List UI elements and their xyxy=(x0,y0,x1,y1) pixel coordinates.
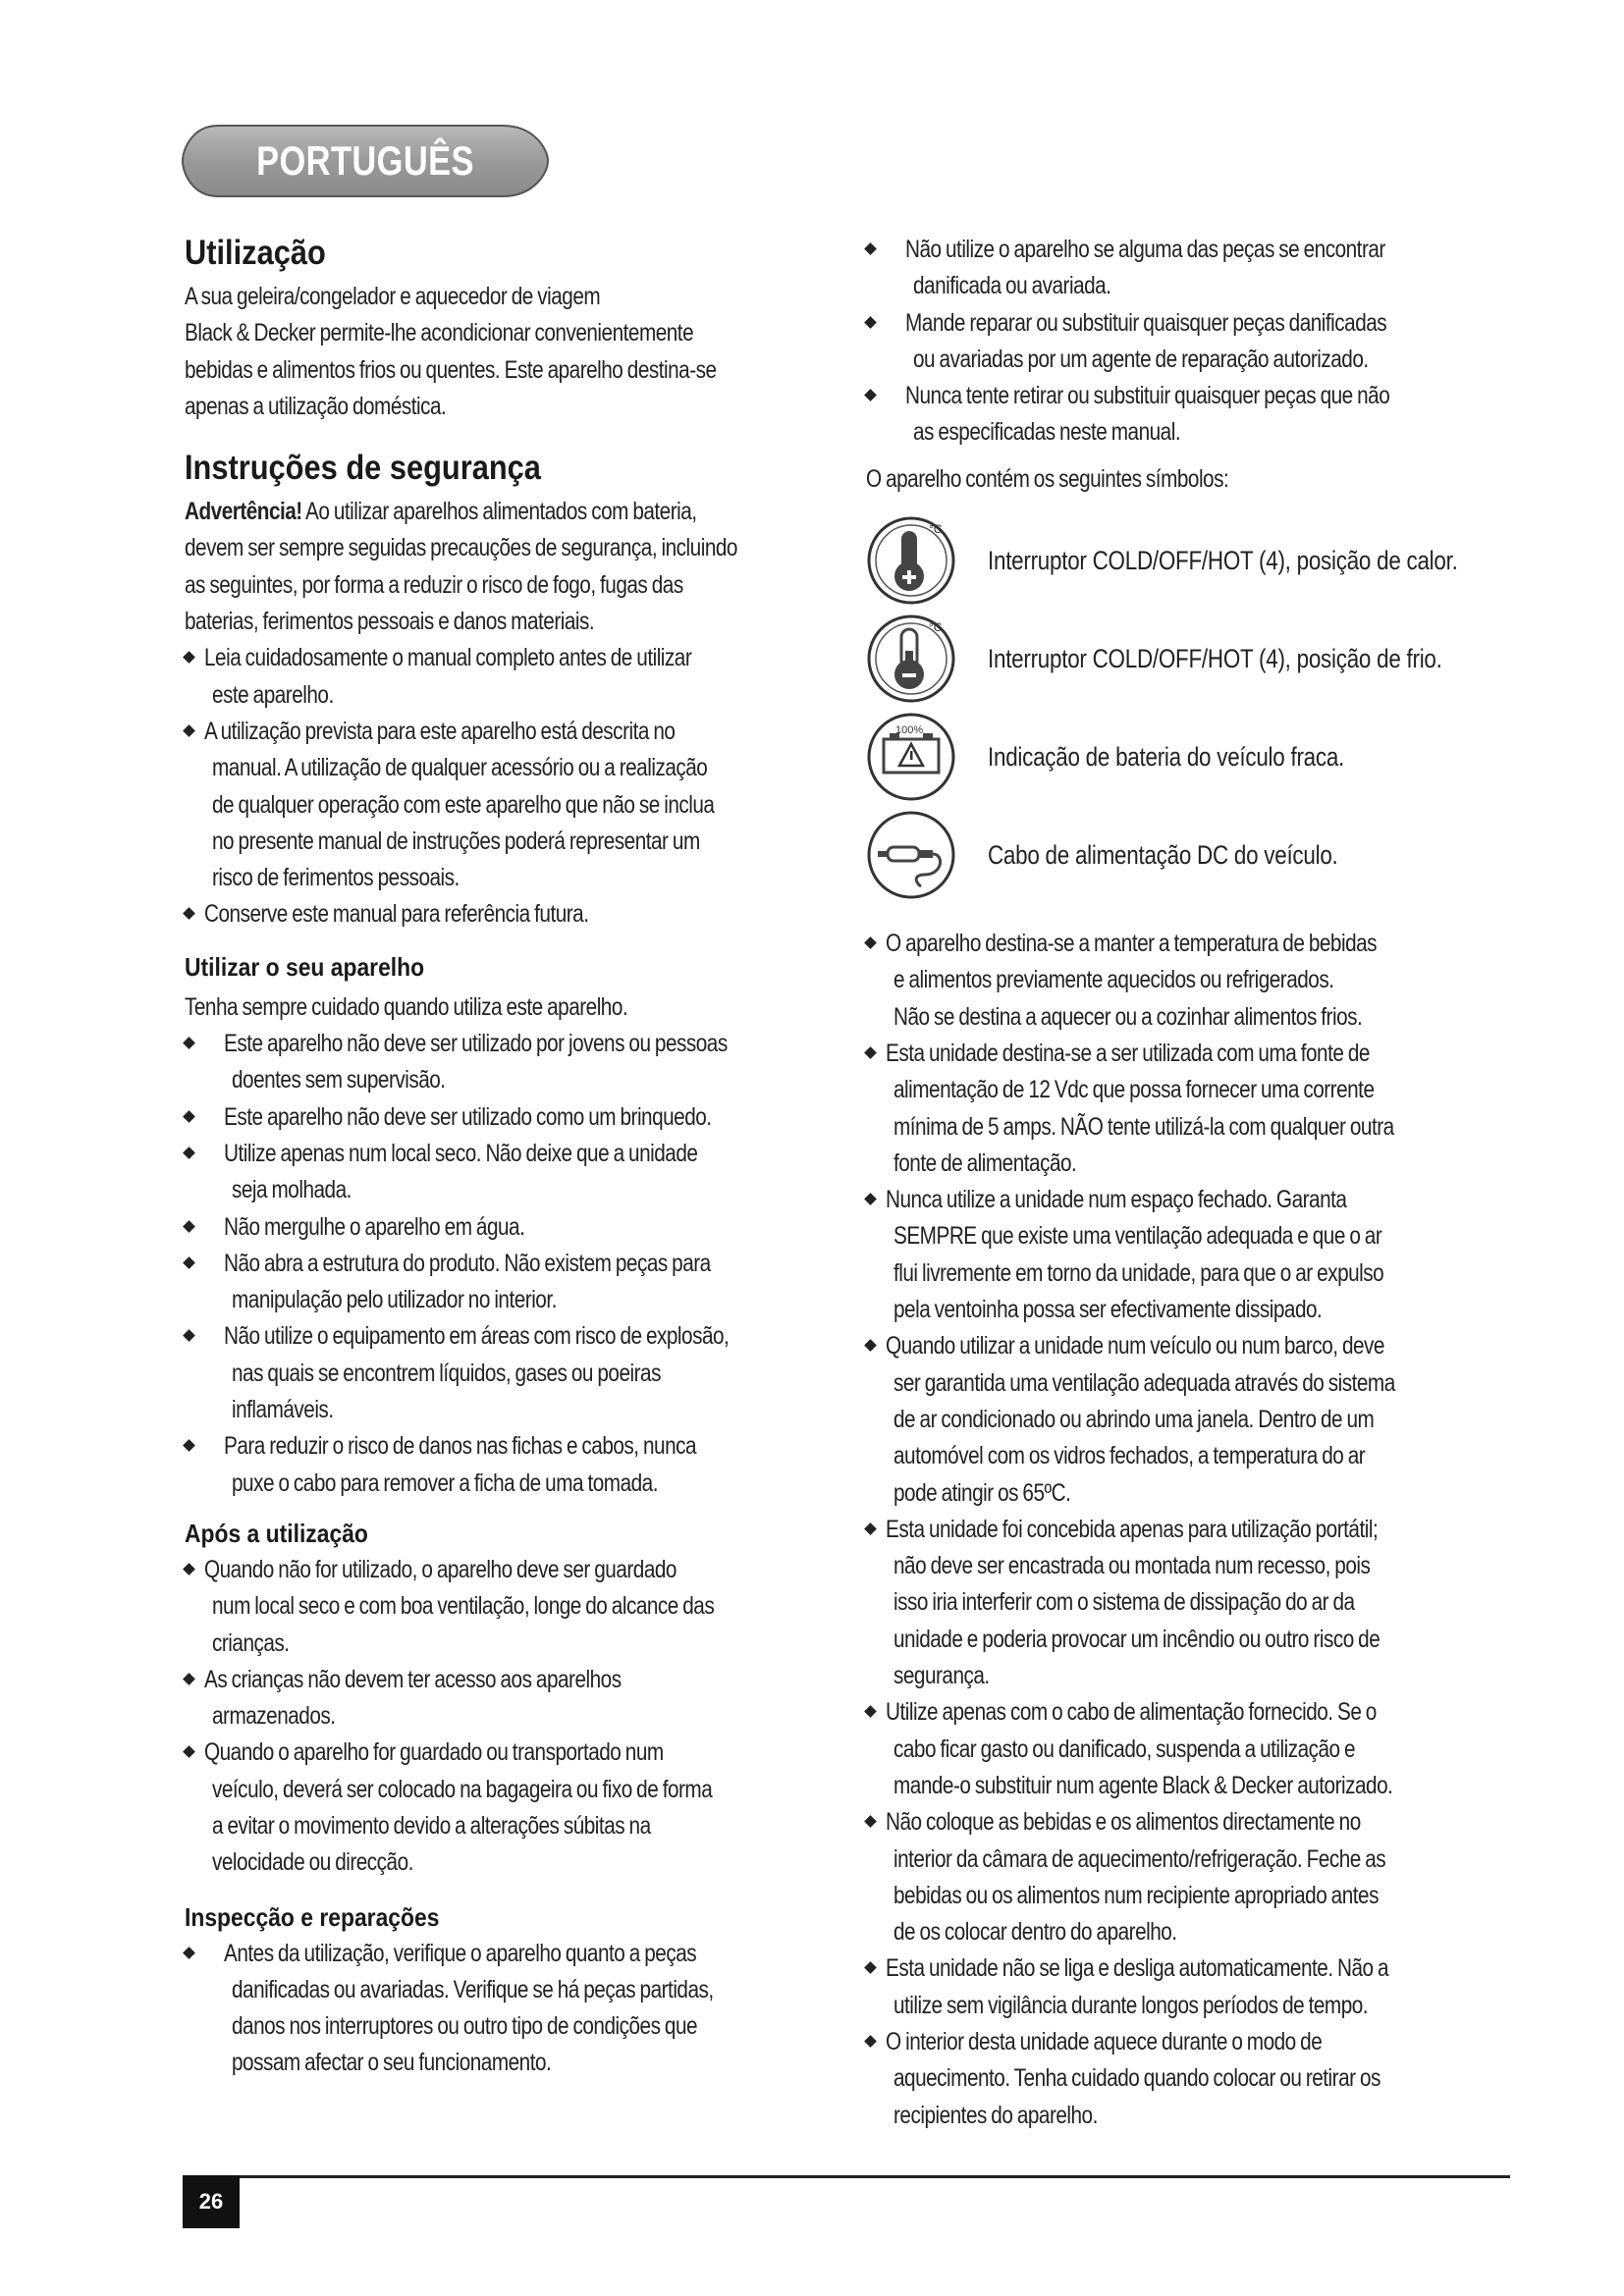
bullet-line: Quando utilizar a unidade num veículo ou num barco, deve xyxy=(886,1332,1384,1361)
language-tab xyxy=(179,120,552,202)
bullet-line: SEMPRE que existe uma ventilação adequada e que o ar xyxy=(893,1222,1382,1251)
bullet-line: automóvel com os vidros fechados, a temperatura do ar xyxy=(893,1442,1366,1470)
bullet-line: A utilização prevista para este aparelho está descrita no xyxy=(204,717,676,745)
bullet-line: Não coloque as bebidas e os alimentos directamente no xyxy=(886,1808,1361,1837)
bullet-text xyxy=(866,232,1522,305)
bullet-line: O interior desta unidade aquece durante o modo de xyxy=(886,2027,1323,2056)
usage-bullet-list xyxy=(866,926,1522,2134)
bullet-item xyxy=(185,714,833,896)
bullet-line: Este aparelho não deve ser utilizado por jovens ou pessoas xyxy=(224,1030,728,1058)
bullet-line: pela ventoinha possa ser efectivamente dissipado. xyxy=(893,1296,1323,1324)
section-title-apos: Após a utilização xyxy=(185,1518,368,1548)
repair-bullet-list xyxy=(866,232,1522,452)
utilizacao-paragraph xyxy=(185,279,833,425)
bullet-text xyxy=(185,1428,833,1502)
bullet-line: Utilize apenas num local seco. Não deixe que a unidade xyxy=(224,1139,698,1167)
bullet-text xyxy=(185,1318,833,1428)
symbol-text: Interruptor COLD/OFF/HOT (4), posição de calor. xyxy=(988,546,1458,576)
bullet-text xyxy=(185,640,833,714)
text-line: Tenha sempre cuidado quando utiliza este aparelho. xyxy=(185,992,628,1021)
bullet-line: Este aparelho não deve ser utilizado como um brinquedo. xyxy=(224,1102,712,1131)
bullet-item xyxy=(866,378,1522,452)
bullet-line: utilize sem vigilância durante longos períodos de tempo. xyxy=(893,1991,1369,2019)
bullet-line: num local seco e com boa ventilação, longe do alcance das xyxy=(212,1592,715,1621)
section-title-utilizacao: Utilização xyxy=(185,234,326,272)
bullet-line: a evitar o movimento devido a alterações súbitas na xyxy=(212,1811,651,1840)
section-title-inspeccao: Inspecção e reparações xyxy=(185,1901,440,1932)
bullet-item xyxy=(866,926,1522,1036)
bullet-line: aquecimento. Tenha cuidado quando colocar ou retirar os xyxy=(893,2064,1380,2093)
bullet-line: Nunca tente retirar ou substituir quaisquer peças que não xyxy=(905,382,1390,410)
bullet-item xyxy=(185,1026,833,1099)
bullet-line: seja molhada. xyxy=(232,1176,352,1204)
bullet-line: Não se destina a aquecer ou a cozinhar alimentos frios. xyxy=(893,1002,1363,1031)
bullet-line: Não mergulhe o aparelho em água. xyxy=(224,1212,525,1241)
bullet-line: danificadas ou avariadas. Verifique se há peças partidas, xyxy=(232,1975,714,2003)
symbol-text: Indicação de bateria do veículo fraca. xyxy=(988,742,1345,773)
symbol-row xyxy=(866,515,1522,614)
bullet-item xyxy=(185,1136,833,1209)
bullet-item xyxy=(866,1512,1522,1694)
celsius-mark: °C xyxy=(929,522,943,537)
bullet-line: fonte de alimentação. xyxy=(893,1148,1077,1177)
bullet-line: de os colocar dentro do aparelho. xyxy=(893,1918,1177,1947)
text-line: A sua geleira/congelador e aquecedor de viagem xyxy=(185,283,601,310)
bullet-line: nas quais se encontrem líquidos, gases ou poeiras xyxy=(232,1359,661,1387)
bullet-text xyxy=(866,378,1522,452)
bullet-line: ser garantida uma ventilação adequada através do sistema xyxy=(893,1368,1395,1397)
bullet-text xyxy=(866,1182,1522,1328)
safety-bullet-list xyxy=(185,640,833,933)
bullet-text xyxy=(866,1036,1522,1182)
bullet-item xyxy=(866,305,1522,379)
symbol-row xyxy=(866,614,1522,712)
text-line: Black & Decker permite-lhe acondicionar convenientemente xyxy=(185,319,694,347)
bullet-text xyxy=(866,2024,1522,2134)
bullet-line: segurança. xyxy=(893,1662,990,1690)
symbols-list xyxy=(866,515,1522,908)
bullet-line: Esta unidade destina-se a ser utilizada com uma fonte de xyxy=(886,1039,1370,1067)
bullet-line: Para reduzir o risco de danos nas fichas e cabos, nunca xyxy=(224,1432,697,1461)
bullet-text xyxy=(185,1735,833,1881)
page-number: 26 xyxy=(183,2175,240,2228)
bullet-item xyxy=(185,1552,833,1662)
bullet-text xyxy=(866,305,1522,379)
bullet-line: não deve ser encastrada ou montada num recesso, pois xyxy=(893,1552,1371,1580)
bullet-item xyxy=(185,1428,833,1502)
bullet-line: Não utilize o aparelho se alguma das peças se encontrar xyxy=(905,236,1385,263)
bullet-line: unidade e poderia provocar um incêndio ou outro risco de xyxy=(893,1625,1380,1653)
bullet-line: doentes sem supervisão. xyxy=(232,1066,446,1095)
bullet-item xyxy=(185,1246,833,1319)
bullet-line: Quando o aparelho for guardado ou transportado num xyxy=(204,1738,664,1767)
text-line: as seguintes, por forma a reduzir o risco de fogo, fugas das xyxy=(185,570,683,599)
bullet-line: pode atingir os 65ºC. xyxy=(893,1478,1071,1507)
bullet-item xyxy=(185,1936,833,2082)
bullet-line: flui livremente em torno da unidade, para que o ar expulso xyxy=(893,1258,1384,1287)
bullet-line: O aparelho destina-se a manter a temperatura de bebidas xyxy=(886,930,1378,958)
text-line: O aparelho contém os seguintes símbolos: xyxy=(866,464,1229,493)
bullet-line: e alimentos previamente aquecidos ou refrigerados. xyxy=(893,966,1334,994)
bullet-text xyxy=(866,1804,1522,1950)
bullet-text xyxy=(185,1552,833,1662)
bullet-line: Utilize apenas com o cabo de alimentação fornecido. Se o xyxy=(886,1698,1377,1727)
bullet-line: mínima de 5 amps. NÃO tente utilizá-la com qualquer outra xyxy=(893,1112,1394,1141)
symbol-row xyxy=(866,810,1522,908)
bullet-line: interior da câmara de aquecimento/refrigeração. Feche as xyxy=(893,1844,1386,1873)
bullet-line: inflamáveis. xyxy=(232,1396,334,1424)
bullet-text xyxy=(866,1950,1522,2024)
bullet-line: Conserve este manual para referência futura. xyxy=(204,900,589,929)
bullet-text xyxy=(185,1246,833,1319)
bullet-line: Leia cuidadosamente o manual completo antes de utilizar xyxy=(204,644,692,672)
bullet-line: velocidade ou direcção. xyxy=(212,1848,413,1877)
bullet-item xyxy=(185,896,833,933)
bullet-item xyxy=(866,232,1522,305)
use-bullet-list xyxy=(185,1026,833,1502)
inspection-bullet-list xyxy=(185,1936,833,2082)
bullet-item xyxy=(866,2024,1522,2134)
battery-level-mark: 100% xyxy=(895,724,924,737)
symbol-text: Cabo de alimentação DC do veículo. xyxy=(988,840,1338,871)
bullet-line: Não utilize o equipamento em áreas com risco de explosão, xyxy=(224,1322,730,1351)
bullet-line: mande-o substituir num agente Black & Decker autorizado. xyxy=(893,1771,1393,1799)
bullet-line: manual. A utilização de qualquer acessório ou a realização xyxy=(212,754,708,782)
bullet-line: este aparelho. xyxy=(212,680,334,709)
section-title-seguranca: Instruções de segurança xyxy=(185,449,541,488)
bullet-line: danos nos interruptores ou outro tipo de condições que xyxy=(232,2012,698,2041)
bullet-line: risco de ferimentos pessoais. xyxy=(212,864,460,892)
bullet-text xyxy=(866,1328,1522,1511)
text-line: bebidas e alimentos frios ou quentes. Este aparelho destina-se xyxy=(185,355,717,384)
bullet-item xyxy=(185,1318,833,1428)
bullet-text xyxy=(866,926,1522,1036)
bullet-line: Mande reparar ou substituir quaisquer peças danificadas xyxy=(905,308,1387,337)
bullet-item xyxy=(185,1209,833,1246)
bullet-line: manipulação pelo utilizador no interior. xyxy=(232,1286,557,1314)
bullet-line: cabo ficar gasto ou danificado, suspenda a utilização e xyxy=(893,1735,1356,1763)
bullet-line: Esta unidade foi concebida apenas para utilização portátil; xyxy=(886,1515,1379,1543)
symbols-intro xyxy=(866,461,1522,498)
bullet-line: As crianças não devem ter acesso aos aparelhos xyxy=(204,1665,622,1693)
warning-label: Advertência! xyxy=(185,498,302,526)
bullet-line: Não abra a estrutura do produto. Não existem peças para xyxy=(224,1249,711,1277)
left-column xyxy=(185,232,833,2082)
footer-rule xyxy=(183,2175,1510,2178)
bullet-text xyxy=(866,1694,1522,1804)
bullet-line: Quando não for utilizado, o aparelho deve ser guardado xyxy=(204,1555,677,1583)
bullet-line: danificada ou avariada. xyxy=(913,272,1111,300)
bullet-line: veículo, deverá ser colocado na bagageira ou fixo de forma xyxy=(212,1775,713,1803)
bullet-text xyxy=(185,896,833,933)
bullet-item xyxy=(866,1694,1522,1804)
right-column xyxy=(866,232,1522,2134)
symbol-text: Interruptor COLD/OFF/HOT (4), posição de frio. xyxy=(988,644,1442,674)
warning-text: Ao utilizar aparelhos alimentados com bateria, xyxy=(301,498,697,526)
utilizar-intro xyxy=(185,989,833,1026)
bullet-line: no presente manual de instruções poderá representar um xyxy=(212,827,700,855)
low-battery-icon xyxy=(866,712,956,802)
bullet-item xyxy=(866,1182,1522,1328)
bullet-line: Nunca utilize a unidade num espaço fechado. Garanta xyxy=(886,1186,1347,1214)
text-line: apenas a utilização doméstica. xyxy=(185,392,447,420)
bullet-line: ou avariadas por um agente de reparação autorizado. xyxy=(913,345,1369,373)
bullet-text xyxy=(185,1099,833,1136)
bullet-item xyxy=(185,1735,833,1881)
bullet-item xyxy=(866,1804,1522,1950)
symbol-row xyxy=(866,712,1522,810)
bullet-item xyxy=(866,1036,1522,1182)
bullet-text xyxy=(185,1026,833,1099)
bullet-item xyxy=(866,1328,1522,1511)
thermometer-hot-icon xyxy=(866,515,956,606)
bullet-text xyxy=(185,1936,833,2082)
bullet-line: de qualquer operação com este aparelho que não se inclua xyxy=(212,790,715,819)
bullet-line: Esta unidade não se liga e desliga automaticamente. Não a xyxy=(886,1954,1389,1983)
bullet-line: Antes da utilização, verifique o aparelho quanto a peças xyxy=(224,1939,697,1967)
text-line: baterias, ferimentos pessoais e danos materiais. xyxy=(185,608,595,636)
bullet-line: as especificadas neste manual. xyxy=(913,418,1181,447)
bullet-text xyxy=(185,1662,833,1735)
after-use-bullet-list xyxy=(185,1552,833,1882)
bullet-line: possam afectar o seu funcionamento. xyxy=(232,2049,552,2077)
thermometer-cold-icon xyxy=(866,614,956,704)
text-line: devem ser sempre seguidas precauções de segurança, incluindo xyxy=(185,534,737,562)
bullet-text xyxy=(185,1136,833,1209)
bullet-line: alimentação de 12 Vdc que possa fornecer uma corrente xyxy=(893,1076,1375,1104)
bullet-line: puxe o cabo para remover a ficha de uma tomada. xyxy=(232,1468,658,1497)
bullet-line: isso iria interferir com o sistema de dissipação do ar da xyxy=(893,1588,1355,1617)
warning-line xyxy=(185,494,830,530)
bullet-text xyxy=(866,1512,1522,1694)
bullet-item xyxy=(185,1662,833,1735)
bullet-text xyxy=(185,714,833,896)
language-label: PORTUGUÊS xyxy=(256,137,474,184)
dc-power-cable-icon xyxy=(866,810,956,900)
celsius-mark: °C xyxy=(929,620,943,635)
bullet-line: recipientes do aparelho. xyxy=(893,2101,1098,2129)
bullet-item xyxy=(185,1099,833,1136)
bullet-line: crianças. xyxy=(212,1629,290,1657)
bullet-item xyxy=(866,1950,1522,2024)
section-title-utilizar: Utilizar o seu aparelho xyxy=(185,951,425,982)
warning-paragraph xyxy=(185,494,833,640)
bullet-item xyxy=(185,640,833,714)
bullet-line: bebidas ou os alimentos num recipiente apropriado antes xyxy=(893,1881,1379,1909)
bullet-line: armazenados. xyxy=(212,1702,336,1731)
bullet-text xyxy=(185,1209,833,1246)
bullet-line: de ar condicionado ou abrindo uma janela. Dentro de um xyxy=(893,1405,1375,1433)
